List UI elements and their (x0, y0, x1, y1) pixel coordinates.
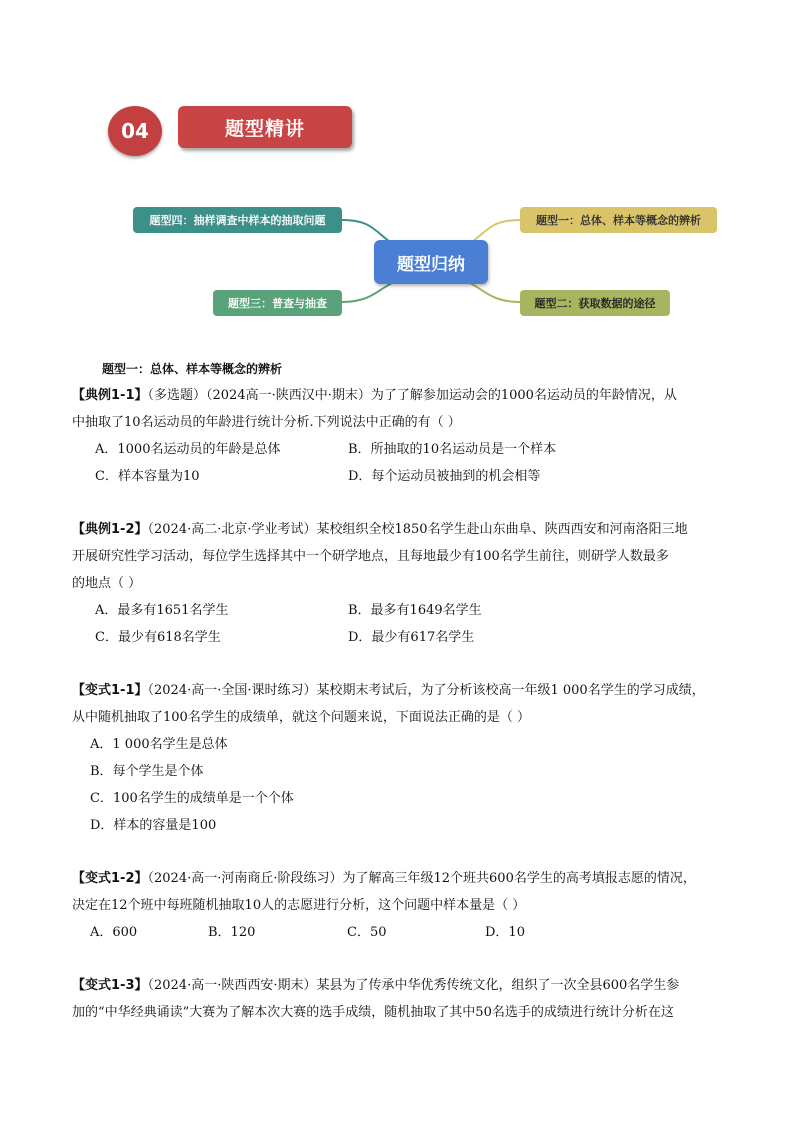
question-5-line-1 (72, 977, 679, 995)
mindmap-node-topic2: 题型二：获取数据的途径 (520, 290, 670, 316)
mindmap-node-topic1: 题型一：总体、样本等概念的辨析 (520, 207, 717, 233)
option-c: C．100名学生的成绩单是一个个体 (90, 791, 294, 806)
question-text: （2024·高二·北京·学业考试）某校组织全校1850名学生赴山东曲阜、陕西西安和河南洛阳三地 (147, 522, 688, 537)
question-tag: 【变式1-3】 (72, 978, 148, 993)
question-tag: 【典例1-1】 (72, 388, 148, 403)
option-d: D．最少有617名学生 (348, 630, 475, 645)
option-b: B．所抽取的10名运动员是一个样本 (348, 442, 557, 457)
topic-heading: 题型一：总体、样本等概念的辨析 (102, 362, 283, 376)
question-2-line-1 (72, 521, 688, 539)
option-b: B．最多有1649名学生 (348, 603, 482, 618)
question-3-line-2: 从中随机抽取了100名学生的成绩单，就这个问题来说，下面说法正确的是（ ） (72, 710, 530, 725)
option-a: A．1000名运动员的年龄是总体 (95, 442, 281, 457)
question-4-line-2: 决定在12个班中每班随机抽取10人的志愿进行分析，这个问题中样本量是（ ） (72, 898, 526, 913)
question-text: （2024·高一·全国·课时练习）某校期末考试后，为了分析该校高一年级1 000名学生的学习成绩， (147, 683, 705, 698)
option-a: A．600 (90, 925, 138, 940)
option-b: B．120 (208, 925, 256, 940)
question-2-line-3: 的地点（ ） (72, 576, 142, 591)
option-d: D．每个运动员被抽到的机会相等 (348, 469, 541, 484)
option-c: C．样本容量为10 (95, 469, 200, 484)
section-title-banner: 题型精讲 (178, 106, 352, 148)
question-2-line-2: 开展研究性学习活动，每位学生选择其中一个研学地点，且每地最少有100名学生前往，则研学人数最多 (72, 549, 669, 564)
mindmap-connectors (0, 0, 794, 340)
option-d: D．样本的容量是100 (90, 818, 217, 833)
option-c: C．50 (347, 925, 387, 940)
section-number-badge: 04 (108, 106, 162, 156)
option-a: A．1 000名学生是总体 (90, 737, 228, 752)
question-1-line-1 (72, 387, 677, 405)
question-tag: 【变式1-2】 (72, 871, 148, 886)
mindmap-node-topic3: 题型三：普查与抽查 (213, 290, 342, 316)
question-1-line-2: 中抽取了10名运动员的年龄进行统计分析.下列说法中正确的有（ ） (72, 415, 461, 430)
question-tag: 【变式1-1】 (72, 683, 148, 698)
question-3-line-1 (72, 682, 705, 700)
question-4-line-1 (72, 870, 696, 888)
question-text: （2024·高一·陕西西安·期末）某县为了传承中华优秀传统文化，组织了一次全县600名学生参 (147, 978, 680, 993)
question-tag: 【典例1-2】 (72, 522, 148, 537)
question-text: （2024·高一·河南商丘·阶段练习）为了解高三年级12个班共600名学生的高考填报志愿的情况， (147, 871, 696, 886)
question-5-line-2: 加的“中华经典诵读”大赛为了解本次大赛的选手成绩，随机抽取了其中50名选手的成绩进行统计分析在这 (72, 1005, 674, 1020)
option-b: B．每个学生是个体 (90, 764, 204, 779)
option-c: C．最少有618名学生 (95, 630, 221, 645)
option-a: A．最多有1651名学生 (95, 603, 229, 618)
mindmap-node-topic4: 题型四：抽样调查中样本的抽取问题 (133, 207, 342, 233)
question-text: （多选题）（2024高一·陕西汉中·期末）为了了解参加运动会的1000名运动员的年龄情况，从 (147, 388, 677, 403)
option-d: D．10 (485, 925, 525, 940)
mindmap-center-node: 题型归纳 (374, 240, 488, 284)
